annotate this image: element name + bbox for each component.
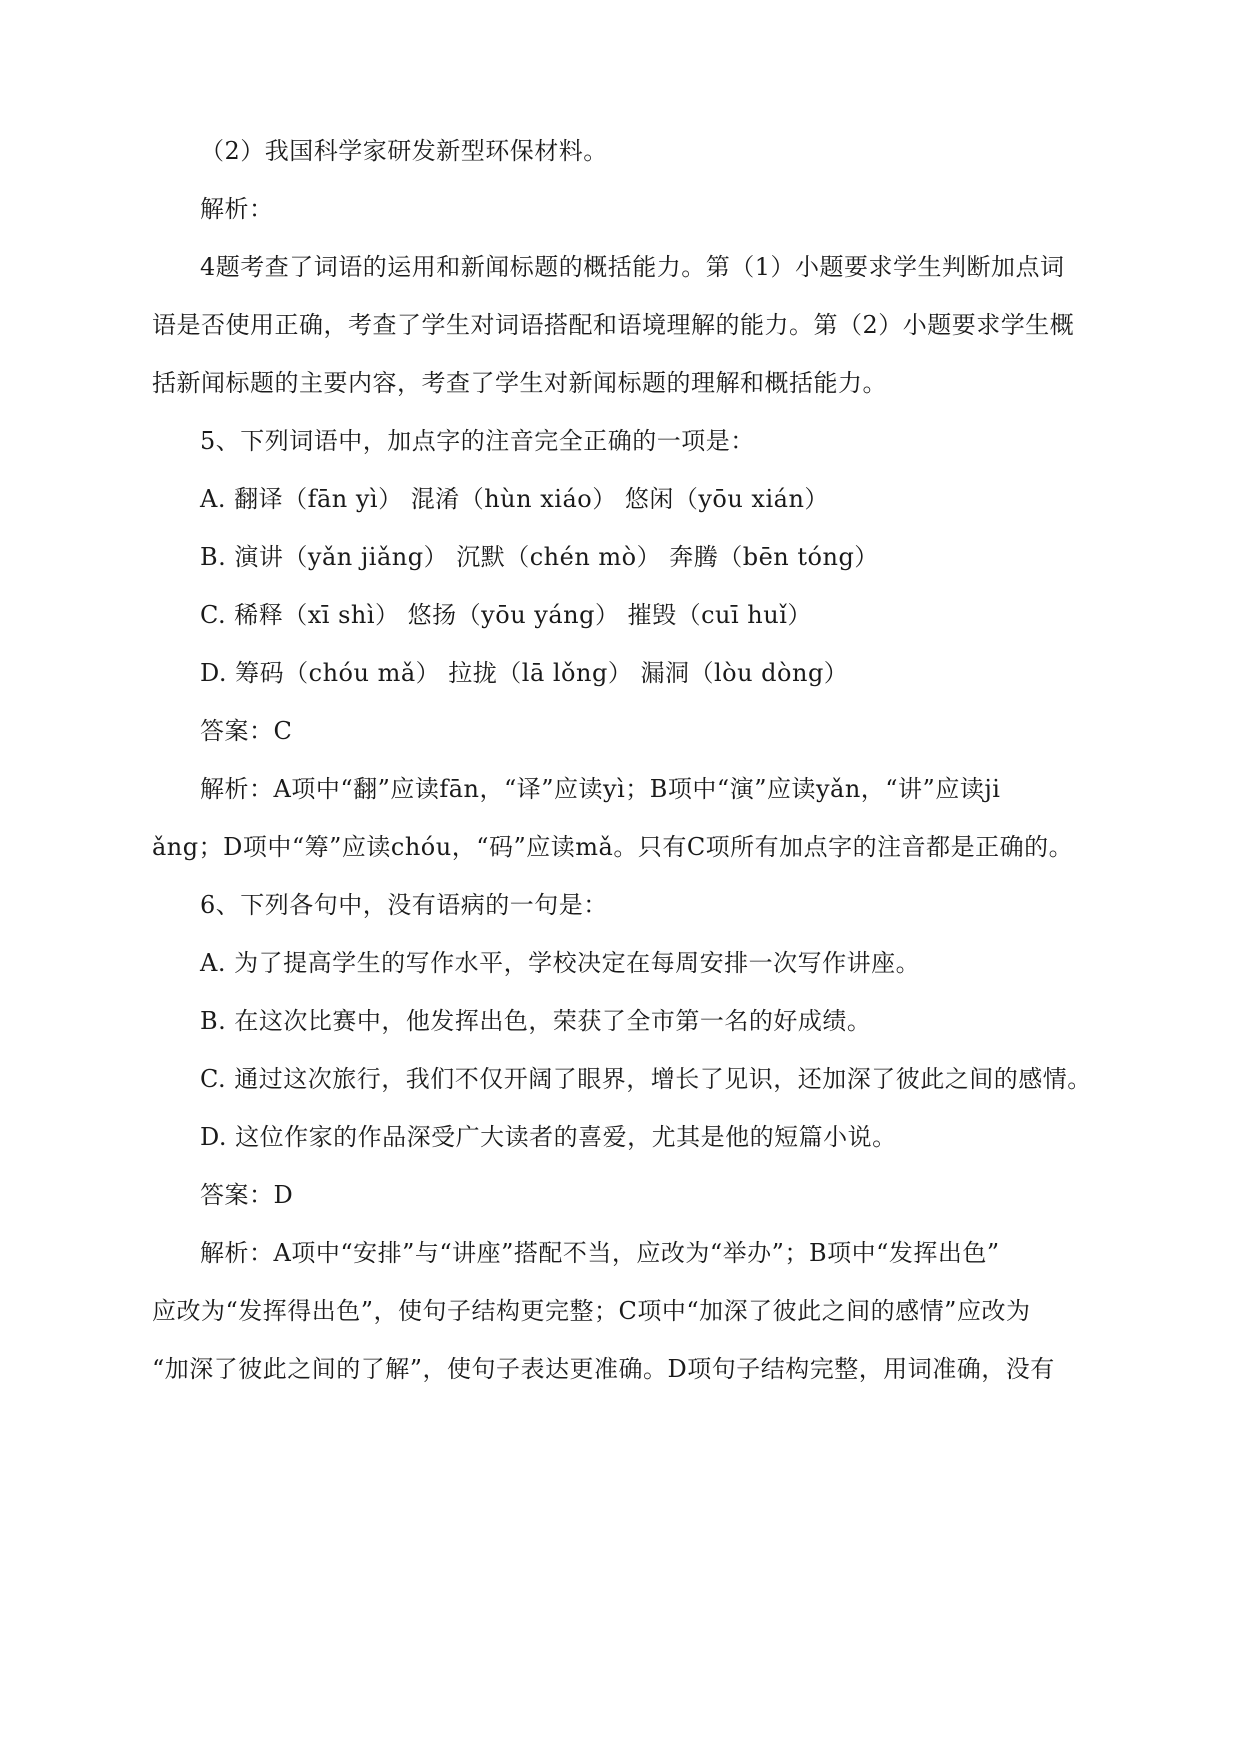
analysis-label: 解析： bbox=[200, 195, 274, 223]
question-5-option-a: A. 翻译（fān yì） 混淆（hùn xiáo） 悠闲（yōu xián） bbox=[200, 485, 829, 513]
question-5-analysis-line: ǎng；D项中“筹”应读chóu，“码”应读mǎ。只有C项所有加点字的注音都是正确的。 bbox=[152, 833, 1074, 861]
question-5-analysis-line: 解析：A项中“翻”应读fān，“译”应读yì；B项中“演”应读yǎn，“讲”应读ji bbox=[200, 775, 1001, 803]
analysis-text-line: 4题考查了词语的运用和新闻标题的概括能力。第（1）小题要求学生判断加点词 bbox=[200, 253, 1065, 281]
analysis-text-line: 括新闻标题的主要内容，考查了学生对新闻标题的理解和概括能力。 bbox=[152, 369, 887, 397]
question-6-option-d: D. 这位作家的作品深受广大读者的喜爱，尤其是他的短篇小说。 bbox=[200, 1123, 897, 1151]
question-6-stem: 6、下列各句中，没有语病的一句是： bbox=[200, 891, 608, 919]
question-6-analysis-line: 解析：A项中“安排”与“讲座”搭配不当，应改为“举办”；B项中“发挥出色” bbox=[200, 1239, 1000, 1267]
question-5-option-c: C. 稀释（xī shì） 悠扬（yōu yáng） 摧毁（cuī huǐ） bbox=[200, 601, 812, 629]
question-6-option-a: A. 为了提高学生的写作水平，学校决定在每周安排一次写作讲座。 bbox=[200, 949, 921, 977]
question-6-analysis-line: 应改为“发挥得出色”，使句子结构更完整；C项中“加深了彼此之间的感情”应改为 bbox=[152, 1297, 1031, 1325]
question-5-option-d: D. 筹码（chóu mǎ） 拉拢（lā lǒng） 漏洞（lòu dòng） bbox=[200, 659, 849, 687]
analysis-text-line: 语是否使用正确，考查了学生对词语搭配和语境理解的能力。第（2）小题要求学生概 bbox=[152, 311, 1075, 339]
question-5-option-b: B. 演讲（yǎn jiǎng） 沉默（chén mò） 奔腾（bēn tóng） bbox=[200, 543, 879, 571]
question-6-option-c: C. 通过这次旅行，我们不仅开阔了眼界，增长了见识，还加深了彼此之间的感情。 bbox=[200, 1065, 1092, 1093]
question-5-stem: 5、下列词语中，加点字的注音完全正确的一项是： bbox=[200, 427, 755, 455]
question-5-answer: 答案：C bbox=[200, 717, 293, 745]
question-6-analysis-line: “加深了彼此之间的了解”，使句子表达更准确。D项句子结构完整，用词准确，没有 bbox=[152, 1355, 1055, 1383]
subquestion-2: （2）我国科学家研发新型环保材料。 bbox=[200, 137, 608, 165]
question-6-option-b: B. 在这次比赛中，他发挥出色，荣获了全市第一名的好成绩。 bbox=[200, 1007, 872, 1035]
question-6-answer: 答案：D bbox=[200, 1181, 294, 1209]
